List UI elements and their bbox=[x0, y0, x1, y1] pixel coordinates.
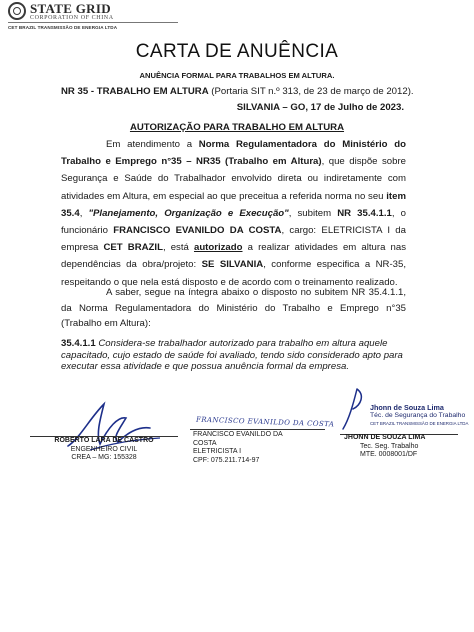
brand-subtitle: CORPORATION OF CHINA bbox=[30, 15, 114, 21]
document-title: CARTA DE ANUÊNCIA bbox=[135, 41, 339, 62]
place-date: SILVANIA – GO, 17 de Julho de 2023. bbox=[236, 102, 404, 113]
header-divider bbox=[8, 22, 178, 23]
signature-block-middle: FRANCISCO EVANILDO DA COSTA ELETRICISTA I CPF: 075.211.714-97 bbox=[193, 431, 283, 464]
company-name: CET BRAZIL TRANSMISSÃO DE ENERGIA LTDA bbox=[8, 25, 118, 30]
brand-name: STATE GRID bbox=[30, 1, 111, 16]
authorization-paragraph: Em atendimento a Norma Regulamentadora do Ministério do Trabalho e Emprego n°35 – NR35 (Trabalho em Altura), que dispõe sobre Segurança e Saúde do Trabalhador envolvido direta ou indiretamente com atividades em Altura, em especial ao que preceitua a referida norma no seu item 35.4, "Planejamento, Organização e Execução", subitem NR 35.4.1.1, o funcionário FRANCISCO EVANILDO DA COSTA, cargo: ELETRICISTA I da empresa CET BRAZIL, está autorizado a realizar atividades em altura nas dependências da obra/projeto: SE SILVANIA, conforme especifica a NR-35, respeitando o que nela está disposto e de acordo com o treinamento realizado. bbox=[61, 139, 407, 288]
signature-line-middle bbox=[190, 429, 325, 430]
reference-paragraph: A saber, segue na íntegra abaixo o disposto no subitem NR 35.4.1.1, da Norma Regulamentadora do Ministério do Trabalho e Emprego n°35 (Trabalho em Altura): bbox=[61, 287, 406, 329]
nr-reference: NR 35 - TRABALHO EM ALTURA (Portaria SIT n.º 313, de 23 de março de 2012). bbox=[61, 86, 414, 97]
section-heading: AUTORIZAÇÃO PARA TRABALHO EM ALTURA bbox=[129, 122, 345, 133]
signature-francisco-scrawl: FRANCISCO EVANILDO DA COSTA bbox=[195, 415, 335, 429]
norm-excerpt: 35.4.1.1 Considera-se trabalhador autorizado para trabalho em altura aquele capacitado, cujo estado de saúde foi avaliado, tendo sido considerado apto para executar essa atividade e que possua anuência formal da empresa. bbox=[61, 338, 403, 372]
state-grid-logo-icon bbox=[8, 2, 26, 20]
document-subtitle: ANUÊNCIA FORMAL PARA TRABALHOS EM ALTURA. bbox=[139, 71, 335, 80]
stamp-block: Jhonn de Souza Lima Téc. de Segurança do Trabalho CET BRAZIL TRANSMISSÃO DE ENERGIA LTDA bbox=[370, 403, 469, 426]
signature-jhonn-icon bbox=[335, 385, 375, 435]
signature-block-left: ROBERTO LARA DE CASTRO ENGENHEIRO CIVIL CREA – MG: 155328 bbox=[54, 437, 154, 461]
signature-block-right: JHONN DE SOUZA LIMA Tec. Seg. Trabalho MTE. 0008001/DF bbox=[344, 434, 426, 458]
